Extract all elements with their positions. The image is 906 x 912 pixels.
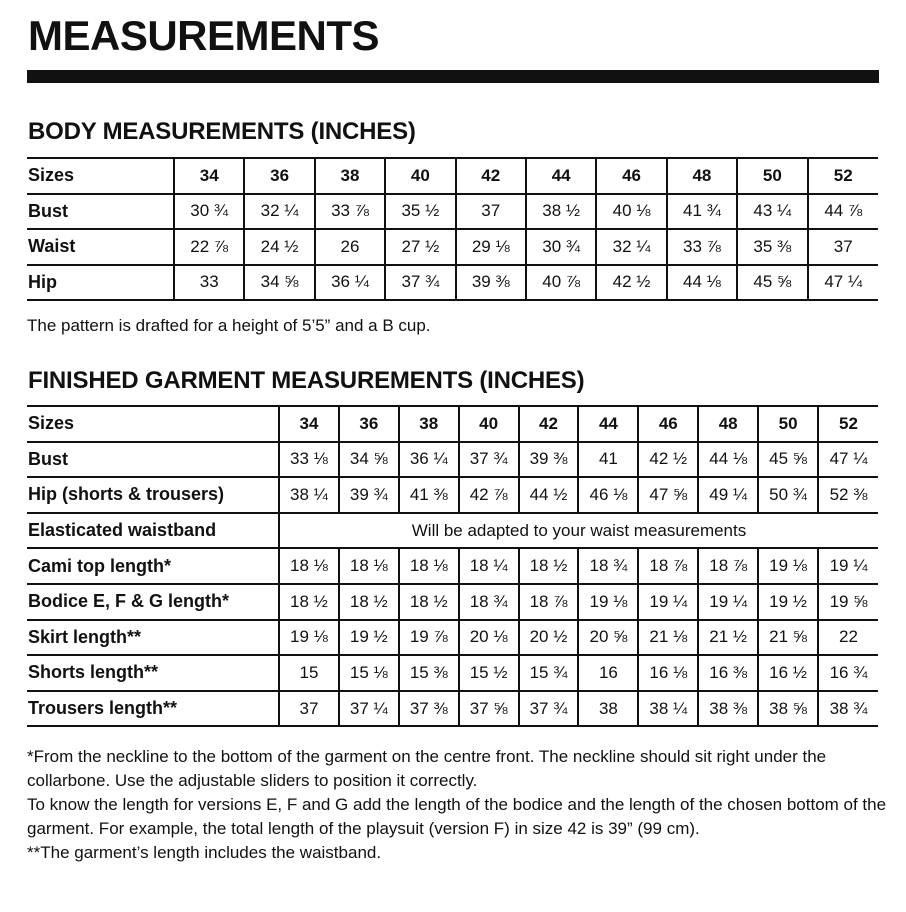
value-cell: 19 ¼	[818, 548, 878, 584]
value-cell: 36 ¼	[399, 442, 459, 478]
size-header-cell: 44	[526, 158, 596, 194]
value-cell: 15 ¾	[519, 655, 579, 691]
table-row	[27, 229, 878, 265]
table-row	[27, 477, 878, 513]
title-rule	[27, 70, 879, 83]
value-cell: 39 ¾	[339, 477, 399, 513]
value-cell: 21 ½	[698, 620, 758, 656]
value-cell: 37 ¼	[339, 691, 399, 727]
value-cell: 15 ½	[459, 655, 519, 691]
value-cell: 38 ¼	[638, 691, 698, 727]
value-cell: 18 ⅛	[339, 548, 399, 584]
size-header-cell: 46	[638, 406, 698, 442]
value-cell: 19 ¼	[638, 584, 698, 620]
value-cell: 22 ⅞	[174, 229, 244, 265]
value-cell: 18 ⅛	[399, 548, 459, 584]
value-cell: 37	[456, 194, 526, 230]
value-cell: 34 ⅝	[244, 265, 314, 301]
value-cell: 44 ⅛	[698, 442, 758, 478]
value-cell: 42 ½	[638, 442, 698, 478]
value-cell: 34 ⅝	[339, 442, 399, 478]
value-cell: 18 ½	[279, 584, 339, 620]
value-cell: 45 ⅝	[758, 442, 818, 478]
value-cell: 33 ⅞	[315, 194, 385, 230]
garment-measurements-table	[27, 405, 878, 727]
size-header-cell: 44	[578, 406, 638, 442]
value-cell: 38 ¼	[279, 477, 339, 513]
value-cell: 18 ½	[399, 584, 459, 620]
merged-note-cell: Will be adapted to your waist measurements	[279, 513, 878, 549]
size-header-cell: 40	[385, 158, 455, 194]
row-label: Skirt length**	[27, 620, 279, 656]
value-cell: 18 ¾	[578, 548, 638, 584]
size-header-cell: 38	[315, 158, 385, 194]
value-cell: 16 ½	[758, 655, 818, 691]
body-measurements-note: The pattern is drafted for a height of 5’5” and a B cup.	[27, 316, 431, 335]
row-label: Hip (shorts & trousers)	[27, 477, 279, 513]
value-cell: 44 ⅛	[667, 265, 737, 301]
value-cell: 19 ⅛	[758, 548, 818, 584]
value-cell: 18 ⅛	[279, 548, 339, 584]
value-cell: 20 ⅛	[459, 620, 519, 656]
value-cell: 19 ½	[758, 584, 818, 620]
garment-measurements-heading: FINISHED GARMENT MEASUREMENTS (INCHES)	[28, 367, 585, 394]
value-cell: 46 ⅛	[578, 477, 638, 513]
value-cell: 43 ¼	[737, 194, 807, 230]
value-cell: 37 ⅜	[399, 691, 459, 727]
size-header-cell: 42	[456, 158, 526, 194]
value-cell: 37 ⅝	[459, 691, 519, 727]
value-cell: 33 ⅛	[279, 442, 339, 478]
value-cell: 18 ½	[519, 548, 579, 584]
garment_section-header-row	[27, 406, 878, 442]
value-cell: 19 ⅝	[818, 584, 878, 620]
size-header-cell: 34	[279, 406, 339, 442]
row-label: Bust	[27, 194, 174, 230]
row-label: Bodice E, F & G length*	[27, 584, 279, 620]
value-cell: 20 ½	[519, 620, 579, 656]
value-cell: 15 ⅜	[399, 655, 459, 691]
table-row	[27, 442, 878, 478]
value-cell: 30 ¾	[174, 194, 244, 230]
value-cell: 44 ½	[519, 477, 579, 513]
value-cell: 35 ½	[385, 194, 455, 230]
value-cell: 38 ¾	[818, 691, 878, 727]
value-cell: 40 ⅞	[526, 265, 596, 301]
size-header-cell: 50	[737, 158, 807, 194]
value-cell: 18 ⅞	[638, 548, 698, 584]
page-title: MEASUREMENTS	[28, 12, 380, 59]
size-header-cell: 46	[596, 158, 666, 194]
value-cell: 29 ⅛	[456, 229, 526, 265]
row-label: Bust	[27, 442, 279, 478]
value-cell: 20 ⅝	[578, 620, 638, 656]
row-label: Trousers length**	[27, 691, 279, 727]
size-header-cell: 48	[667, 158, 737, 194]
value-cell: 49 ¼	[698, 477, 758, 513]
value-cell: 39 ⅜	[456, 265, 526, 301]
value-cell: 35 ⅜	[737, 229, 807, 265]
value-cell: 47 ⅝	[638, 477, 698, 513]
footnote-waistband: **The garment’s length includes the waistband.	[27, 843, 382, 862]
table-row	[27, 194, 878, 230]
value-cell: 37 ¾	[519, 691, 579, 727]
value-cell: 33	[174, 265, 244, 301]
value-cell: 19 ⅛	[279, 620, 339, 656]
footnote-neckline: *From the neckline to the bottom of the garment on the centre front. The neckline should sit right under the collarbone. Use the adjustable sliders to position it correctly.	[27, 747, 827, 790]
value-cell: 41	[578, 442, 638, 478]
value-cell: 41 ⅜	[399, 477, 459, 513]
value-cell: 39 ⅜	[519, 442, 579, 478]
value-cell: 16 ¾	[818, 655, 878, 691]
value-cell: 18 ⅞	[519, 584, 579, 620]
value-cell: 19 ⅞	[399, 620, 459, 656]
value-cell: 52 ⅜	[818, 477, 878, 513]
value-cell: 15	[279, 655, 339, 691]
value-cell: 18 ½	[339, 584, 399, 620]
table-row	[27, 584, 878, 620]
value-cell: 47 ¼	[808, 265, 878, 301]
size-header-cell: 52	[818, 406, 878, 442]
value-cell: 36 ¼	[315, 265, 385, 301]
value-cell: 15 ⅛	[339, 655, 399, 691]
row-label: Sizes	[27, 406, 279, 442]
table-row	[27, 620, 878, 656]
value-cell: 45 ⅝	[737, 265, 807, 301]
value-cell: 19 ¼	[698, 584, 758, 620]
value-cell: 26	[315, 229, 385, 265]
value-cell: 21 ⅝	[758, 620, 818, 656]
value-cell: 41 ¾	[667, 194, 737, 230]
row-label: Hip	[27, 265, 174, 301]
value-cell: 37 ¾	[385, 265, 455, 301]
value-cell: 18 ¼	[459, 548, 519, 584]
value-cell: 18 ¾	[459, 584, 519, 620]
row-label: Waist	[27, 229, 174, 265]
value-cell: 27 ½	[385, 229, 455, 265]
value-cell: 32 ¼	[244, 194, 314, 230]
size-header-cell: 48	[698, 406, 758, 442]
value-cell: 19 ½	[339, 620, 399, 656]
table-row	[27, 691, 878, 727]
value-cell: 16	[578, 655, 638, 691]
value-cell: 47 ¼	[818, 442, 878, 478]
footnotes	[27, 745, 887, 865]
size-header-cell: 34	[174, 158, 244, 194]
size-header-cell: 50	[758, 406, 818, 442]
footnote-versions-length: To know the length for versions E, F and G add the length of the bodice and the length of the chosen bottom of the garment. For example, the total length of the playsuit (version F) in size 42 is 39” (99 cm).	[27, 795, 887, 838]
value-cell: 38	[578, 691, 638, 727]
value-cell: 38 ½	[526, 194, 596, 230]
table-row	[27, 548, 878, 584]
value-cell: 33 ⅞	[667, 229, 737, 265]
row-label: Cami top length*	[27, 548, 279, 584]
size-header-cell: 38	[399, 406, 459, 442]
value-cell: 42 ½	[596, 265, 666, 301]
value-cell: 16 ⅛	[638, 655, 698, 691]
value-cell: 21 ⅛	[638, 620, 698, 656]
row-label: Sizes	[27, 158, 174, 194]
value-cell: 40 ⅛	[596, 194, 666, 230]
body_section-header-row	[27, 158, 878, 194]
value-cell: 38 ⅝	[758, 691, 818, 727]
value-cell: 16 ⅜	[698, 655, 758, 691]
row-label: Shorts length**	[27, 655, 279, 691]
table-row	[27, 655, 878, 691]
table-row	[27, 265, 878, 301]
size-header-cell: 52	[808, 158, 878, 194]
value-cell: 50 ¾	[758, 477, 818, 513]
size-header-cell: 36	[339, 406, 399, 442]
value-cell: 22	[818, 620, 878, 656]
size-header-cell: 42	[519, 406, 579, 442]
value-cell: 37	[279, 691, 339, 727]
size-header-cell: 40	[459, 406, 519, 442]
value-cell: 30 ¾	[526, 229, 596, 265]
value-cell: 37	[808, 229, 878, 265]
table-row	[27, 513, 878, 549]
value-cell: 24 ½	[244, 229, 314, 265]
value-cell: 42 ⅞	[459, 477, 519, 513]
value-cell: 44 ⅞	[808, 194, 878, 230]
value-cell: 18 ⅞	[698, 548, 758, 584]
row-label: Elasticated waistband	[27, 513, 279, 549]
value-cell: 38 ⅜	[698, 691, 758, 727]
size-header-cell: 36	[244, 158, 314, 194]
body-measurements-heading: BODY MEASUREMENTS (INCHES)	[28, 118, 416, 145]
value-cell: 37 ¾	[459, 442, 519, 478]
body-measurements-table	[27, 157, 878, 301]
value-cell: 19 ⅛	[578, 584, 638, 620]
value-cell: 32 ¼	[596, 229, 666, 265]
